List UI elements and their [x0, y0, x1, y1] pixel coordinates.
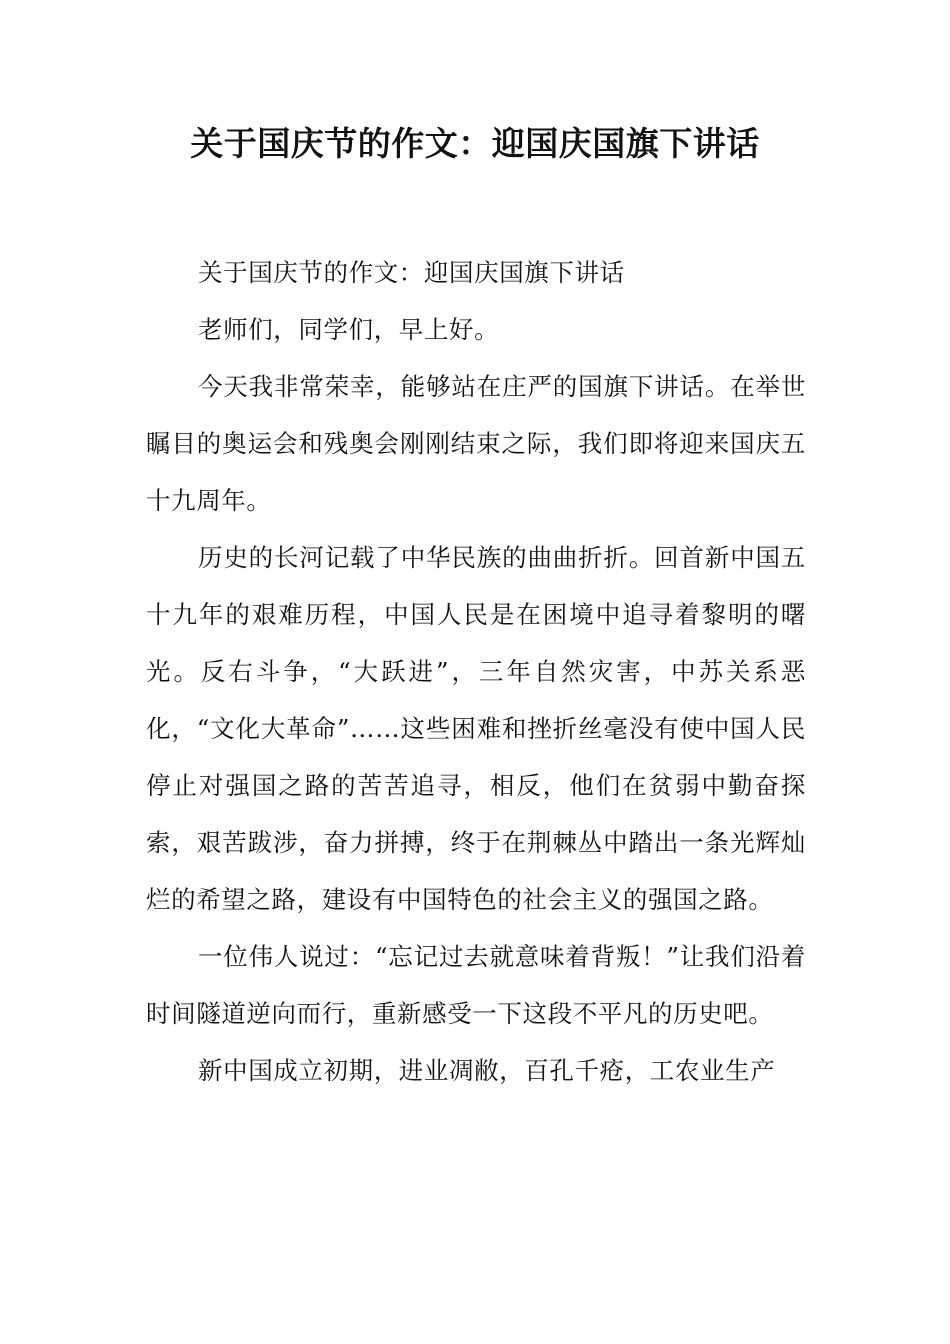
paragraph-founding: 新中国成立初期，进业凋敝，百孔千疮，工农业生产 — [198, 1056, 776, 1085]
paragraph-greeting: 老师们，同学们，早上好。 — [198, 315, 500, 344]
paragraph-quote: 一位伟人说过：“忘记过去就意味着背叛！”让我们沿着时间隧道逆向而行，重新感受一下这段不平凡的历史吧。 — [146, 942, 806, 1028]
document-title: 关于国庆节的作文：迎国庆国旗下讲话 — [190, 124, 760, 163]
paragraph-subtitle: 关于国庆节的作文：迎国庆国旗下讲话 — [198, 258, 625, 287]
document-body — [146, 244, 806, 1099]
paragraph-intro: 今天我非常荣幸，能够站在庄严的国旗下讲话。在举世瞩目的奥运会和残奥会刚刚结束之际，我们即将迎来国庆五十九周年。 — [146, 372, 806, 515]
paragraph-history: 历史的长河记载了中华民族的曲曲折折。回首新中国五十九年的艰难历程，中国人民是在困境中追寻着黎明的曙光。反右斗争，“大跃进”，三年自然灾害，中苏关系恶化，“文化大革命”……这些困难和挫折丝毫没有使中国人民停止对强国之路的苦苦追寻，相反，他们在贫弱中勤奋探索，艰苦跋涉，奋力拼搏，终于在荆棘丛中踏出一条光辉灿烂的希望之路，建设有中国特色的社会主义的强国之路。 — [146, 543, 806, 914]
